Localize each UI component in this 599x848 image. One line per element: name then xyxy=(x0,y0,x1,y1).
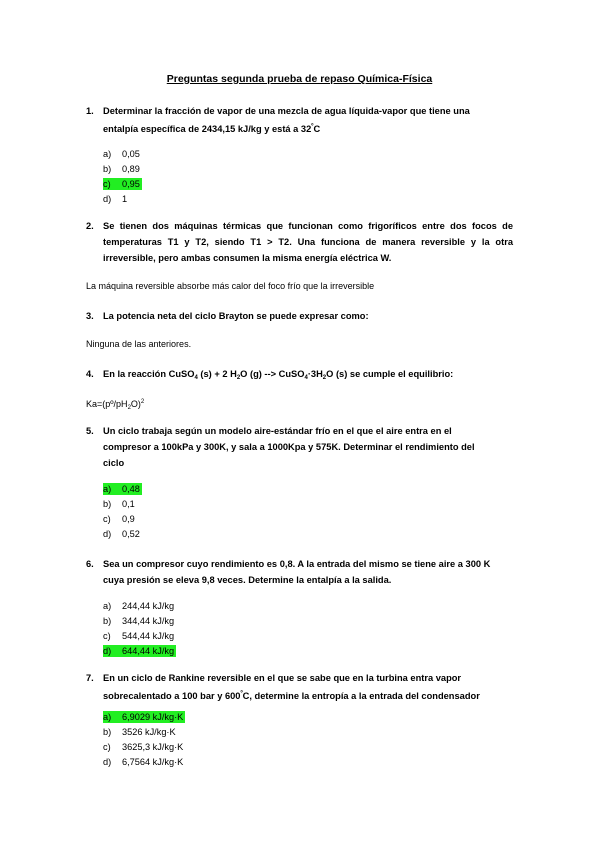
answer-4: $Ka=(pº/pH_2O)^2$ xyxy=(86,399,145,411)
question-number: 7. xyxy=(86,673,94,683)
question-text: Determinar la fracción de vapor de una mezcla de agua líquida-vapor que tiene una entalpía específica de 2434,15 kJ/kg y está a $32^ºC$ xyxy=(103,106,470,134)
answer-2: La máquina reversible absorbe más calor del foco frío que la irreversible xyxy=(86,281,375,291)
option-b: b) 3526 kJ/kg·K xyxy=(103,727,176,737)
option-a-correct: a) 0,48 xyxy=(103,484,140,494)
option-c-correct: c) 0,95 xyxy=(103,179,140,189)
option-b: b) 0,89 xyxy=(103,164,140,174)
question-number: 3. xyxy=(86,311,94,321)
option-b: b) 344,44 kJ/kg xyxy=(103,616,175,626)
question-number: 4. xyxy=(86,369,94,379)
option-a: a) 244,44 kJ/kg xyxy=(103,601,175,611)
question-text: En la reacción CuSO$_4$ (s) + 2 $H_2O$ (g) --> $CuSO_4\cdot 3H_2O$ (s) se cumple el equilibrio: xyxy=(103,369,454,381)
question-number: 6. xyxy=(86,559,94,569)
option-c: c) 544,44 kJ/kg xyxy=(103,631,175,641)
question-number: 1. xyxy=(86,106,94,116)
option-c: c) 3625,3 kJ/kg·K xyxy=(103,742,184,752)
question-number: 5. xyxy=(86,426,94,436)
option-b: b) 0,1 xyxy=(103,499,135,509)
question-text: En un ciclo de Rankine reversible en el que se sabe que en la turbina entra vapor sobrecalentado a 100 bar y $600^ºC$, determine la entropía a la entrada del condensador xyxy=(103,673,480,701)
option-a-correct: a) 6,9029 kJ/kg·K xyxy=(103,712,184,722)
question-text: La potencia neta del ciclo Brayton se puede expresar como: xyxy=(103,311,369,321)
option-d-correct: d) 644,44 kJ/kg xyxy=(103,646,175,656)
question-text: Un ciclo trabaja según un modelo aire-estándar frío en el que el aire entra en el compresor a 100kPa y 300K, y sala a 1000Kpa y 575K. Determinar el rendimiento del ciclo xyxy=(103,426,475,468)
option-d: d) 0,52 xyxy=(103,529,140,539)
question-number: 2. xyxy=(86,221,94,231)
document-title: Preguntas segunda prueba de repaso Química-Física xyxy=(166,73,433,85)
option-d: d) 1 xyxy=(103,194,128,204)
question-text: Se tienen dos máquinas térmicas que funcionan como frigoríficos entre dos focos de temperaturas T1 y T2, siendo T1 > T2. Una funciona de manera reversible y la otra irreversible, pero ambas consumen la misma energía eléctrica W. xyxy=(103,221,513,263)
option-d: d) 6,7564 kJ/kg·K xyxy=(103,757,184,767)
option-a: a) 0,05 xyxy=(103,149,140,159)
question-text: Sea un compresor cuyo rendimiento es 0,8. A la entrada del mismo se tiene aire a 300 K cuya presión se eleva 9,8 veces. Determine la entalpía a la salida. xyxy=(103,559,491,585)
option-c: c) 0,9 xyxy=(103,514,135,524)
answer-3: Ninguna de las anteriores. xyxy=(86,339,192,349)
